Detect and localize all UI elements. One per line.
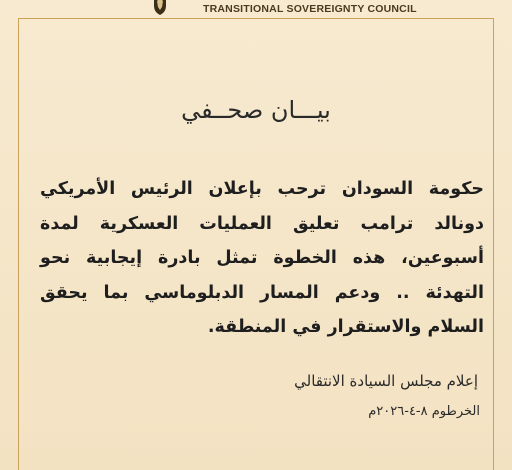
page-title: بيـــان صحــفي (181, 96, 331, 124)
frame-left-border (18, 18, 19, 470)
sudan-emblem-icon (150, 0, 170, 16)
frame-right-border (493, 18, 494, 470)
statement-body: حكومة السودان ترحب بإعلان الرئيس الأمريكي دونالد ترامب تعليق العمليات العسكرية لمدة أسبوعين، هذه الخطوة تمثل بادرة إيجابية نحو التهدئة .. ودعم المسار الدبلوماسي بما يحقق السلام والاستقرار في المنطقة. (40, 179, 484, 337)
header (0, 0, 512, 22)
council-name: TRANSITIONAL SOVEREIGNTY COUNCIL (203, 3, 417, 15)
statement-source: إعلام مجلس السيادة الانتقالي (294, 372, 478, 390)
statement-date: الخرطوم ٨-٤-٢٠٢٦م (368, 404, 480, 419)
